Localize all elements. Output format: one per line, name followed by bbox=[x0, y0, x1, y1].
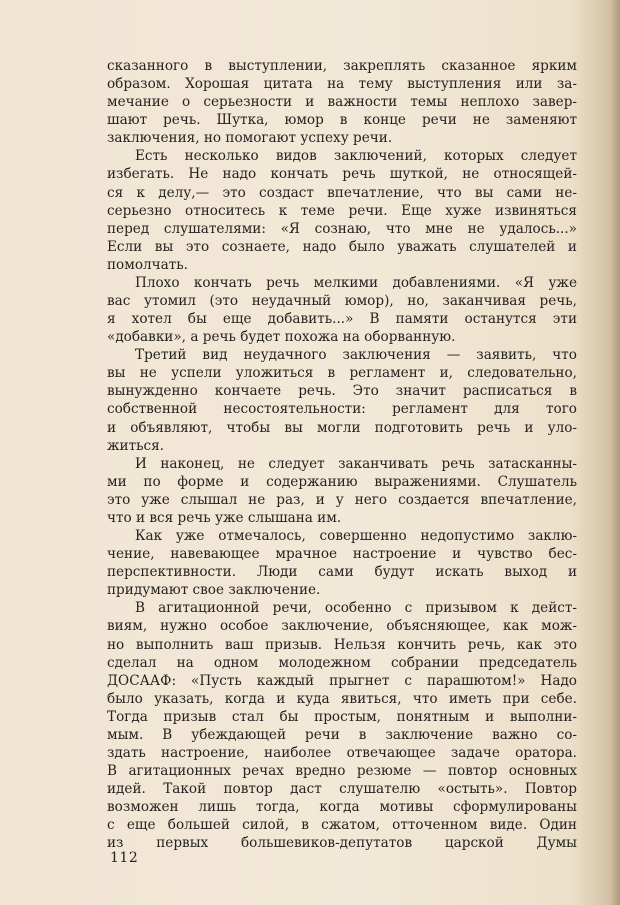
text-line: В агитационных речах вредно резюме — повтор основных bbox=[107, 763, 577, 780]
text-line: «добавки», а речь будет похожа на оборванную. bbox=[107, 329, 456, 346]
text-line: мечание о серьезности и важности темы неплохо завер- bbox=[107, 94, 577, 111]
text-line: перспективности. Люди сами будут искать выход и bbox=[107, 564, 577, 581]
text-line: Как уже отмечалось, совершенно недопустимо заклю- bbox=[135, 528, 577, 545]
text-line: собственной несостоятельности: регламент для того bbox=[107, 401, 577, 418]
text-line: это уже слышал не раз, и у него создается впечатление, bbox=[107, 491, 577, 508]
page-number: 112 bbox=[110, 850, 139, 866]
text-line: сказанного в выступлении, закреплять сказанное ярким bbox=[107, 58, 577, 74]
text-line: с еще большей силой, в сжатом, отточенном виде. Один bbox=[107, 817, 577, 834]
text-line: помолчать. bbox=[107, 256, 188, 273]
text-line: виям, нужно особое заключение, объясняющее, как мож- bbox=[107, 618, 577, 635]
text-line: я хотел бы еще добавить...» В памяти останутся эти bbox=[107, 311, 577, 328]
text-line: избегать. Не надо кончать речь шуткой, не относящей- bbox=[107, 166, 577, 183]
text-line: серьезно относитесь к теме речи. Еще хуже извиняться bbox=[107, 202, 577, 219]
body-text bbox=[107, 57, 577, 852]
text-line: житься. bbox=[107, 437, 164, 454]
text-line: вынужденно кончаете речь. Это значит расписаться в bbox=[107, 383, 577, 400]
text-line: из первых большевиков-депутатов царской Думы bbox=[107, 835, 577, 852]
text-line: ДОСААФ: «Пусть каждый прыгнет с парашютом!» Надо bbox=[107, 672, 577, 689]
text-line: перед слушателями: «Я сознаю, что мне не удалось...» bbox=[107, 220, 577, 237]
text-line: шают речь. Шутка, юмор в конце речи не заменяют bbox=[107, 112, 577, 129]
text-line: сделал на одном молодежном собрании председатель bbox=[107, 654, 577, 671]
text-line: придумают свое заключение. bbox=[107, 582, 321, 599]
text-line: Плохо кончать речь мелкими добавлениями. «Я уже bbox=[135, 274, 577, 291]
text-line: Есть несколько видов заключений, которых следует bbox=[135, 148, 577, 165]
text-line: Тогда призыв стал бы простым, понятным и выполни- bbox=[107, 708, 577, 725]
text-line: возможен лишь тогда, когда мотивы сформулированы bbox=[107, 799, 577, 816]
text-line: Если вы это сознаете, надо было уважать слушателей и bbox=[107, 238, 577, 255]
text-line: и объявляют, чтобы вы могли подготовить речь и уло- bbox=[107, 419, 577, 436]
text-line: вы не успели уложиться в регламент и, следовательно, bbox=[107, 365, 577, 382]
text-line: чение, навевающее мрачное настроение и чувство бес- bbox=[107, 546, 577, 563]
text-line: что и вся речь уже слышана им. bbox=[107, 509, 342, 526]
page-edge-shadow bbox=[610, 0, 620, 905]
text-line: И наконец, не следует заканчивать речь затасканны- bbox=[135, 455, 577, 472]
text-line: В агитационной речи, особенно с призывом к дейст- bbox=[135, 600, 577, 617]
text-line: но выполнить ваш призыв. Нельзя кончить речь, как это bbox=[107, 636, 577, 653]
text-line: ся к делу,— это создаст впечатление, что вы сами не- bbox=[107, 184, 577, 201]
text-line: ми по форме и содержанию выражениями. Слушатель bbox=[107, 473, 577, 490]
text-line: Третий вид неудачного заключения — заявить, что bbox=[135, 347, 577, 364]
text-line: мым. В убеждающей речи в заключение важно со- bbox=[107, 726, 577, 743]
text-line: образом. Хорошая цитата на тему выступления или за- bbox=[107, 76, 577, 93]
text-line: вас утомил (это неудачный юмор), но, заканчивая речь, bbox=[107, 293, 577, 310]
text-line: здать настроение, наиболее отвечающее задаче оратора. bbox=[107, 744, 577, 761]
text-line: идей. Такой повтор даст слушателю «остыть». Повтор bbox=[107, 781, 577, 798]
text-line: заключения, но помогают успеху речи. bbox=[107, 130, 393, 147]
text-line: было указать, когда и куда явиться, что иметь при себе. bbox=[107, 690, 577, 707]
